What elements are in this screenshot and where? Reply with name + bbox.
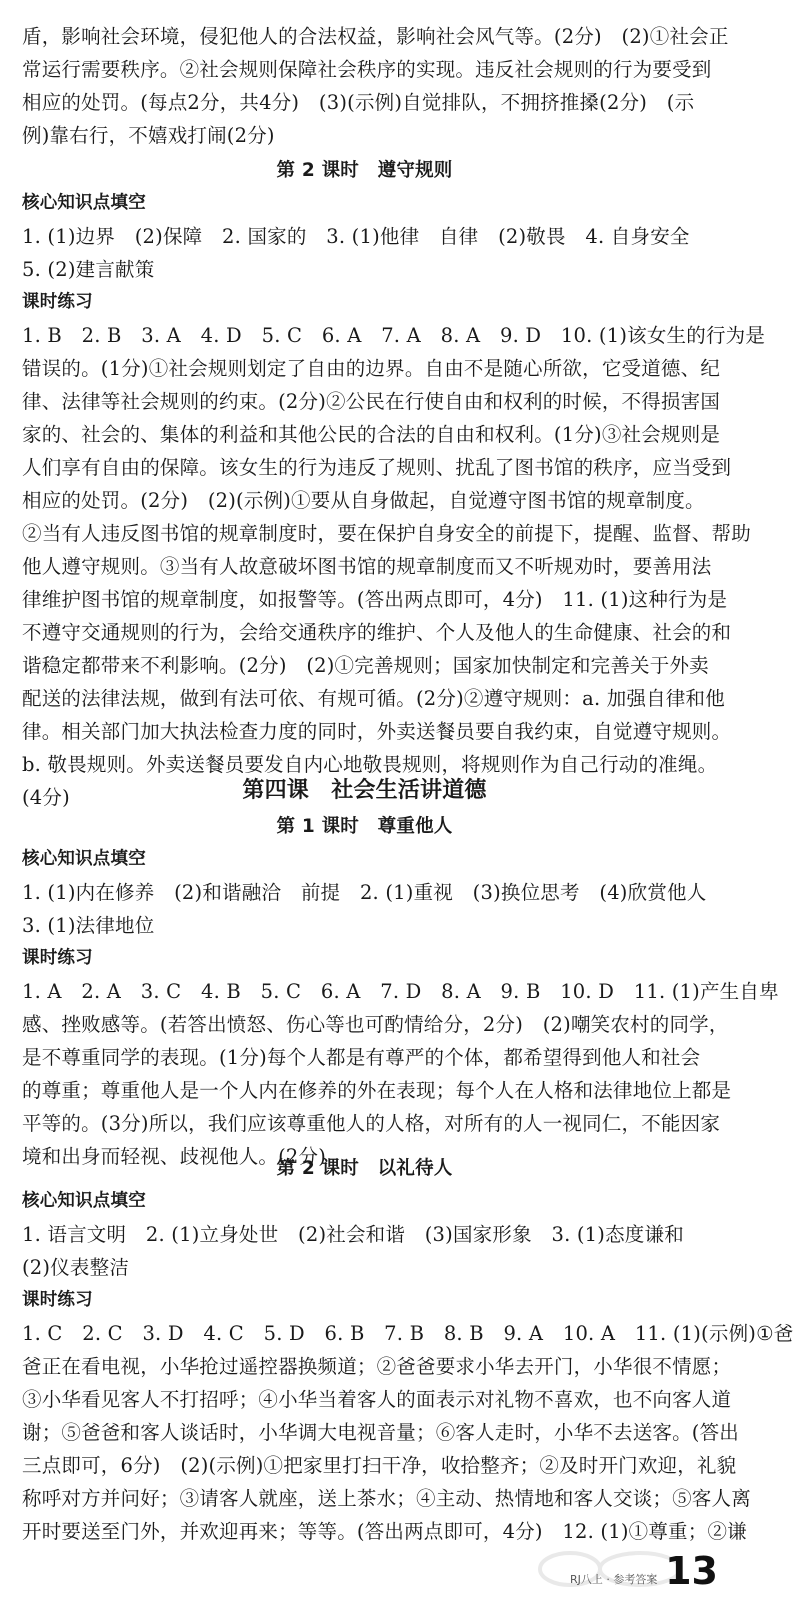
text-line: 5. (2)建言献策 xyxy=(22,258,155,281)
text-line: 是不尊重同学的表现。(1分)每个人都是有尊严的个体，都希望得到他人和社会 xyxy=(22,1046,701,1069)
section-heading: 核心知识点填空 xyxy=(22,193,146,213)
unit-title: 第四课 社会生活讲道德 xyxy=(242,778,487,803)
top-paragraph xyxy=(22,20,729,152)
lesson-c-section xyxy=(22,1152,793,1548)
text-line: 例)靠右行，不嬉戏打闹(2分) xyxy=(22,124,275,147)
text-line: 相应的处罚。(2分) (2)(示例)①要从自身做起，自觉遵守图书馆的规章制度。 xyxy=(22,489,705,512)
lesson-a-section xyxy=(22,154,766,814)
text-line: 不遵守交通规则的行为，会给交通秩序的维护、个人及他人的生命健康、社会的和 xyxy=(22,621,732,644)
text-line: 爸正在看电视，小华抢过遥控器换频道；②爸爸要求小华去开门，小华很不情愿； xyxy=(22,1355,732,1378)
text-line: 错误的。(1分)①社会规则划定了自由的边界。自由不是随心所欲，它受道德、纪 xyxy=(22,357,721,380)
lesson-title: 第 1 课时 尊重他人 xyxy=(276,816,453,837)
text-line: 开时要送至门外，并欢迎再来；等等。(答出两点即可，4分) 12. (1)①尊重；②谦 xyxy=(22,1520,747,1543)
page-footer xyxy=(520,1549,720,1595)
footer-text: RJ八上 · 参考答案 xyxy=(570,1573,658,1586)
text-line: (2)仪表整洁 xyxy=(22,1256,130,1279)
text-line: 境和出身而轻视、歧视他人。(2分) xyxy=(22,1145,327,1168)
text-line: 平等的。(3分)所以，我们应该尊重他人的人格，对所有的人一视同仁，不能因家 xyxy=(22,1112,721,1135)
section-heading: 核心知识点填空 xyxy=(22,1191,146,1211)
text-line: 律、法律等社会规则的约束。(2分)②公民在行使自由和权利的时候，不得损害国 xyxy=(22,390,721,413)
text-line: 律维护图书馆的规章制度，如报警等。(答出两点即可，4分) 11. (1)这种行为是 xyxy=(22,588,728,611)
text-line: 1. (1)边界 (2)保障 2. 国家的 3. (1)他律 自律 (2)敬畏 4. 自身安全 xyxy=(22,225,690,248)
section-heading: 课时练习 xyxy=(22,948,93,968)
lesson-title: 第 2 课时 以礼待人 xyxy=(276,1158,453,1179)
section-heading: 课时练习 xyxy=(22,1290,93,1310)
text-line: 相应的处罚。(每点2分，共4分) (3)(示例)自觉排队，不拥挤推搡(2分) (示 xyxy=(22,91,695,114)
text-line: 3. (1)法律地位 xyxy=(22,914,155,937)
text-line: 1. C 2. C 3. D 4. C 5. D 6. B 7. B 8. B 9. A 10. A 11. (1)(示例)①爸 xyxy=(22,1322,793,1345)
text-line: 的尊重；尊重他人是一个人内在修养的外在表现；每个人在人格和法律地位上都是 xyxy=(22,1079,732,1102)
text-line: 1. B 2. B 3. A 4. D 5. C 6. A 7. A 8. A 9. D 10. (1)该女生的行为是 xyxy=(22,324,766,347)
text-line: 1. (1)内在修养 (2)和谐融洽 前提 2. (1)重视 (3)换位思考 (4)欣赏他人 xyxy=(22,881,707,904)
text-line: (4分) xyxy=(22,786,70,809)
text-line: 谢；⑤爸爸和客人谈话时，小华调大电视音量；⑥客人走时，小华不去送客。(答出 xyxy=(22,1421,740,1444)
text-line: 常运行需要秩序。②社会规则保障社会秩序的实现。违反社会规则的行为要受到 xyxy=(22,58,712,81)
text-line: 家的、社会的、集体的利益和其他公民的合法的自由和权利。(1分)③社会规则是 xyxy=(22,423,721,446)
text-line: 1. A 2. A 3. C 4. B 5. C 6. A 7. D 8. A 9. B 10. D 11. (1)产生自卑 xyxy=(22,980,779,1003)
section-heading: 课时练习 xyxy=(22,292,93,312)
text-line: 他人遵守规则。③当有人故意破坏图书馆的规章制度而又不听规劝时，要善用法 xyxy=(22,555,712,578)
lesson-b-section xyxy=(22,772,779,1173)
text-line: 称呼对方并问好；③请客人就座，送上茶水；④主动、热情地和客人交谈；⑤客人离 xyxy=(22,1487,751,1510)
text-line: 三点即可，6分) (2)(示例)①把家里打扫干净，收拾整齐；②及时开门欢迎，礼貌 xyxy=(22,1454,737,1477)
text-line: 谐稳定都带来不利影响。(2分) (2)①完善规则；国家加快制定和完善关于外卖 xyxy=(22,654,709,677)
section-heading: 核心知识点填空 xyxy=(22,849,146,869)
text-line: 律。相关部门加大执法检查力度的同时，外卖送餐员要自我约束，自觉遵守规则。 xyxy=(22,720,732,743)
text-line: 配送的法律法规，做到有法可依、有规可循。(2分)②遵守规则：a. 加强自律和他 xyxy=(22,687,725,710)
text-line: b. 敬畏规则。外卖送餐员要发自内心地敬畏规则，将规则作为自己行动的准绳。 xyxy=(22,753,718,776)
page-number: 13 xyxy=(665,1549,718,1593)
text-line: ③小华看见客人不打招呼；④小华当着客人的面表示对礼物不喜欢，也不向客人道 xyxy=(22,1388,732,1411)
lesson-title: 第 2 课时 遵守规则 xyxy=(276,160,453,181)
text-line: 人们享有自由的保障。该女生的行为违反了规则、扰乱了图书馆的秩序，应当受到 xyxy=(22,456,732,479)
text-line: 盾，影响社会环境，侵犯他人的合法权益，影响社会风气等。(2分) (2)①社会正 xyxy=(22,25,729,48)
text-line: ②当有人违反图书馆的规章制度时，要在保护自身安全的前提下，提醒、监督、帮助 xyxy=(22,522,751,545)
text-line: 1. 语言文明 2. (1)立身处世 (2)社会和谐 (3)国家形象 3. (1)态度谦和 xyxy=(22,1223,684,1246)
text-line: 感、挫败感等。(若答出愤怒、伤心等也可酌情给分，2分) (2)嘲笑农村的同学， xyxy=(22,1013,729,1036)
